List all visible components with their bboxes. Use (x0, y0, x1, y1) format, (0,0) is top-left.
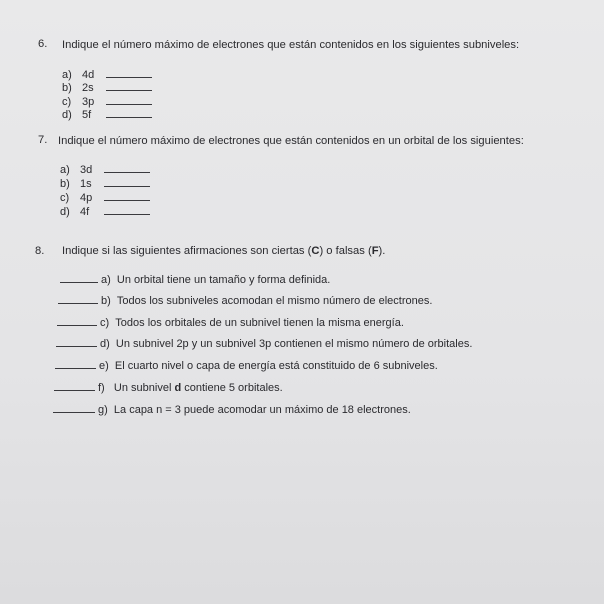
answer-blank[interactable] (104, 176, 150, 187)
answer-blank[interactable] (106, 67, 152, 78)
answer-blank[interactable] (54, 380, 95, 391)
q6-item-c: c) 3p (62, 94, 152, 109)
q7-item-a: a) 3d (60, 162, 150, 177)
q6-prompt: Indique el número máximo de electrones que están contenidos en los siguientes subniveles: (62, 39, 520, 51)
answer-blank[interactable] (53, 402, 95, 413)
q8-number: 8. (35, 245, 45, 257)
q6-number: 6. (38, 38, 48, 50)
answer-blank[interactable] (60, 272, 98, 283)
answer-blank[interactable] (104, 190, 150, 201)
q6-item-a: a) 4d (62, 67, 152, 82)
answer-blank[interactable] (106, 94, 152, 105)
q8-statement-e: e) El cuarto nivel o capa de energía está constituido de 6 subniveles. (55, 358, 438, 373)
q8-statement-g: g) La capa n = 3 puede acomodar un máximo de 18 electrones. (53, 402, 411, 417)
q7-prompt: Indique el número máximo de electrones que están contenidos en un orbital de los siguientes: (58, 135, 524, 147)
q8-statement-d: d) Un subnivel 2p y un subnivel 3p contienen el mismo número de orbitales. (56, 336, 472, 351)
answer-blank[interactable] (55, 358, 96, 369)
q7-item-b: b) 1s (60, 176, 150, 191)
q7-number: 7. (38, 134, 48, 146)
q6-item-b: b) 2s (62, 80, 152, 95)
q6-item-d: d) 5f (62, 107, 152, 122)
answer-blank[interactable] (104, 162, 150, 173)
q7-item-d: d) 4f (60, 204, 150, 219)
answer-blank[interactable] (56, 336, 97, 347)
q8-statement-f: f) Un subnivel d contiene 5 orbitales. (54, 380, 283, 395)
answer-blank[interactable] (106, 107, 152, 118)
q8-statement-c: c) Todos los orbitales de un subnivel tienen la misma energía. (57, 315, 404, 330)
answer-blank[interactable] (106, 80, 152, 91)
answer-blank[interactable] (58, 293, 98, 304)
q7-item-c: c) 4p (60, 190, 150, 205)
q8-statement-b: b) Todos los subniveles acomodan el mismo número de electrones. (58, 293, 432, 308)
q8-prompt: Indique si las siguientes afirmaciones son ciertas (C) o falsas (F). (62, 245, 386, 257)
answer-blank[interactable] (104, 204, 150, 215)
q8-statement-a: a) Un orbital tiene un tamaño y forma definida. (60, 272, 330, 287)
answer-blank[interactable] (57, 315, 97, 326)
